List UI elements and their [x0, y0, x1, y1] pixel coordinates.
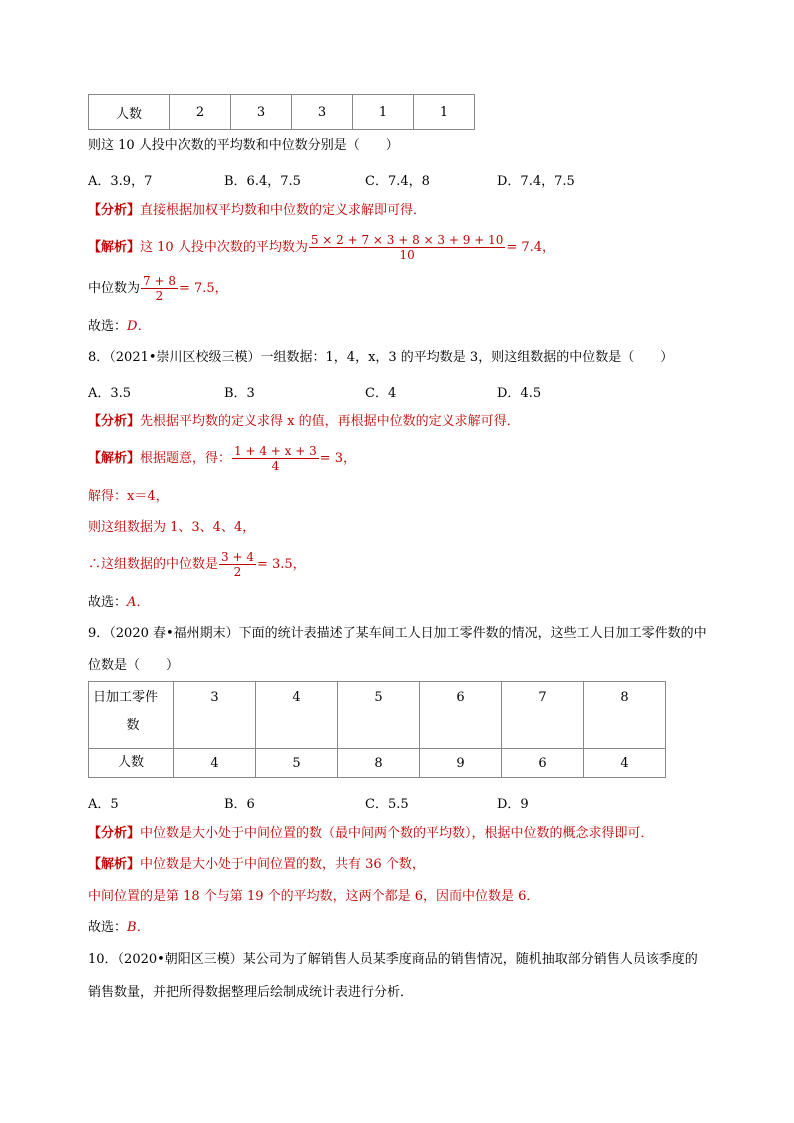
table-row	[89, 749, 666, 778]
q9-option-d: D．9	[497, 797, 529, 812]
table-cell: 4	[256, 682, 338, 749]
q7-option-c: C．7.4，8	[365, 174, 430, 189]
table-cell: 6	[420, 682, 502, 749]
q7-data-table	[88, 94, 475, 130]
table-cell: 3	[231, 95, 292, 130]
table-row	[89, 95, 475, 130]
q9-solution	[88, 856, 425, 874]
table-cell: 1	[353, 95, 414, 130]
table-cell: 6	[502, 749, 584, 778]
table-cell: 7	[502, 682, 584, 749]
answer-prefix: 故选：	[88, 595, 128, 610]
answer-value: D．	[127, 319, 151, 334]
fraction-denominator: 2	[233, 565, 242, 579]
answer-prefix: 故选：	[88, 920, 128, 935]
q8-answer	[88, 594, 149, 612]
q7-option-a: A．3.9，7	[88, 174, 153, 189]
median-fraction	[141, 274, 178, 303]
q7-analysis	[88, 202, 426, 220]
fraction-denominator: 10	[399, 248, 415, 262]
answer-value: A．	[127, 595, 150, 610]
table-cell: 2	[170, 95, 231, 130]
analysis-tag: 【分析】	[88, 414, 141, 429]
table-cell: 1	[414, 95, 475, 130]
q9-option-c: C．5.5	[365, 797, 409, 812]
solution-tag: 【解析】	[88, 240, 141, 255]
table-cell: 3	[174, 682, 256, 749]
q8-option-b: B．3	[224, 386, 255, 401]
analysis-tag: 【分析】	[88, 203, 141, 218]
analysis-text: 直接根据加权平均数和中位数的定义求解即可得．	[140, 203, 427, 218]
answer-value: B．	[127, 920, 150, 935]
analysis-tag: 【分析】	[88, 826, 141, 841]
fraction-result: = 7.5，	[178, 281, 228, 296]
q8-therefore-line	[88, 548, 306, 582]
q8-solve-line: 解得：x＝4，	[88, 489, 169, 504]
q9-data-table	[88, 681, 666, 778]
fraction-numerator: 1 + 4 + x + 3	[234, 444, 317, 458]
q8-option-d: D．4.5	[497, 386, 542, 401]
fraction-result: = 3.5，	[256, 557, 306, 572]
q7-option-b: B．6.4，7.5	[224, 174, 301, 189]
solution-text: 中位数是大小处于中间位置的数，共有 36 个数，	[140, 857, 425, 872]
fraction-numerator: 5 × 2 + 7 × 3 + 8 × 3 + 9 + 10	[310, 233, 504, 247]
answer-prefix: 故选：	[88, 319, 128, 334]
fraction-result: = 7.4，	[506, 240, 556, 255]
header-line-1: 日加工零件	[93, 690, 159, 705]
q8-solution	[88, 442, 356, 476]
q9-analysis	[88, 825, 654, 843]
q9-answer	[88, 919, 150, 937]
q7-option-d: D．7.4，7.5	[497, 174, 575, 189]
mean-fraction	[309, 233, 506, 262]
q7-median-line	[88, 272, 228, 306]
table-cell: 5	[256, 749, 338, 778]
mean-fraction	[232, 444, 319, 473]
table-cell: 3	[292, 95, 353, 130]
table-cell: 9	[420, 749, 502, 778]
therefore-prefix: ∴这组数据的中位数是	[88, 557, 219, 572]
fraction-numerator: 3 + 4	[221, 550, 254, 564]
analysis-text: 先根据平均数的定义求得 x 的值，再根据中位数的定义求解可得．	[140, 414, 520, 429]
table-cell: 4	[584, 749, 666, 778]
q10-stem-line1: 10．（2020•朝阳区三模）某公司为了解销售人员某季度商品的销售情况，随机抽取部分销售人员该季度的	[88, 952, 698, 967]
q9-solution-line2: 中间位置的是第 18 个与第 19 个的平均数，这两个都是 6，因而中位数是 6．	[88, 889, 540, 904]
table-cell: 5	[338, 682, 420, 749]
fraction-denominator: 2	[155, 289, 164, 303]
fraction-denominator: 4	[271, 459, 280, 473]
q8-stem: 8．（2021•崇川区校级三模）一组数据：1，4，x，3 的平均数是 3，则这组数据的中位数是（ ）	[88, 350, 674, 365]
header-line-2: 数	[126, 718, 140, 733]
q8-analysis	[88, 413, 520, 431]
table-header-cell: 人数	[89, 95, 170, 130]
solution-tag: 【解析】	[88, 451, 141, 466]
q7-solution	[88, 232, 555, 264]
solution-text: 根据题意，得：	[140, 451, 232, 466]
q9-stem-line1: 9．（2020 春•福州期末）下面的统计表描述了某车间工人日加工零件数的情况，这些工人日加工零件数的中	[88, 626, 707, 641]
q9-stem-line2: 位数是（ ）	[88, 658, 180, 673]
q9-option-b: B．6	[224, 797, 255, 812]
solution-tag: 【解析】	[88, 857, 141, 872]
q8-option-a: A．3.5	[88, 386, 132, 401]
q8-data-line: 则这组数据为 1、3、4、4，	[88, 520, 256, 535]
table-cell: 8	[584, 682, 666, 749]
fraction-numerator: 7 + 8	[143, 274, 176, 288]
median-prefix: 中位数为	[88, 281, 141, 296]
table-cell: 4	[174, 749, 256, 778]
q9-option-a: A．5	[88, 797, 119, 812]
q7-answer	[88, 318, 150, 336]
analysis-text: 中位数是大小处于中间位置的数（最中间两个数的平均数），根据中位数的概念求得即可．	[140, 826, 654, 841]
median-fraction	[219, 550, 256, 579]
table-row	[89, 682, 666, 749]
solution-text: 这 10 人投中次数的平均数为	[140, 240, 308, 255]
fraction-result: = 3，	[319, 451, 357, 466]
table-header-cell	[89, 682, 174, 749]
table-cell: 8	[338, 749, 420, 778]
q7-question: 则这 10 人投中次数的平均数和中位数分别是（ ）	[88, 138, 399, 153]
table-header-cell: 人数	[89, 749, 174, 778]
q8-option-c: C．4	[365, 386, 397, 401]
q10-stem-line2: 销售数量，并把所得数据整理后绘制成统计表进行分析．	[88, 985, 414, 1000]
